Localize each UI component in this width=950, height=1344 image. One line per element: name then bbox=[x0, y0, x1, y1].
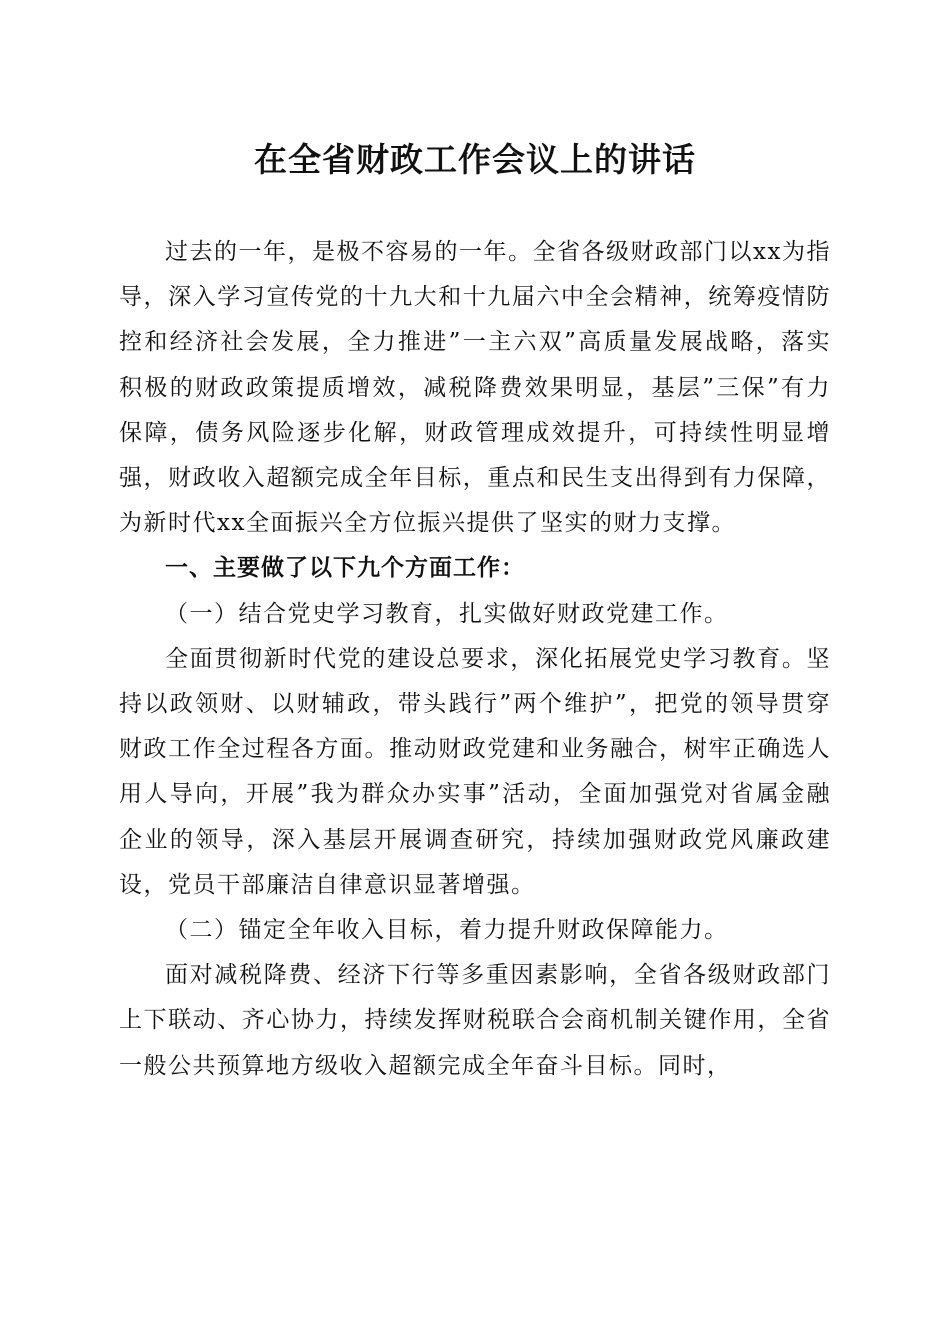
intro-paragraph: 过去的一年，是极不容易的一年。全省各级财政部门以xx为指导，深入学习宣传党的十九大和十九届六中全会精神，统筹疫情防控和经济社会发展，全力推进”一主六双”高质量发展战略，落实积极的财政政策提质增效，减税降费效果明显，基层”三保”有力保障，债务风险逐步化解，财政管理成效提升，可持续性明显增强，财政收入超额完成全年目标，重点和民生支出得到有力保障，为新时代xx全面振兴全方位振兴提供了坚实的财力支撑。 bbox=[119, 239, 831, 537]
subsection-heading-1: （一）结合党史学习教育，扎实做好财政党建工作。 bbox=[165, 600, 729, 627]
subsection-heading-2: （二）锚定全年收入目标，着力提升财政保障能力。 bbox=[165, 917, 729, 944]
document-body bbox=[119, 230, 831, 1089]
subsection-2-paragraph: 面对减税降费、经济下行等多重因素影响，全省各级财政部门上下联动、齐心协力，持续发挥财税联合会商机制关键作用，全省一般公共预算地方级收入超额完成全年奋斗目标。同时， bbox=[119, 962, 831, 1079]
document-title: 在全省财政工作会议上的讲话 bbox=[254, 140, 696, 179]
section-heading-1: 一、主要做了以下九个方面工作： bbox=[165, 555, 525, 582]
subsection-1-paragraph: 全面贯彻新时代党的建设总要求，深化拓展党史学习教育。坚持以政领财、以财辅政，带头践行”两个维护”，把党的领导贯穿财政工作全过程各方面。推动财政党建和业务融合，树牢正确选人用人导向，开展”我为群众办实事”活动，全面加强党对省属金融企业的领导，深入基层开展调查研究，持续加强财政党风廉政建设，党员干部廉洁自律意识显著增强。 bbox=[119, 645, 831, 898]
